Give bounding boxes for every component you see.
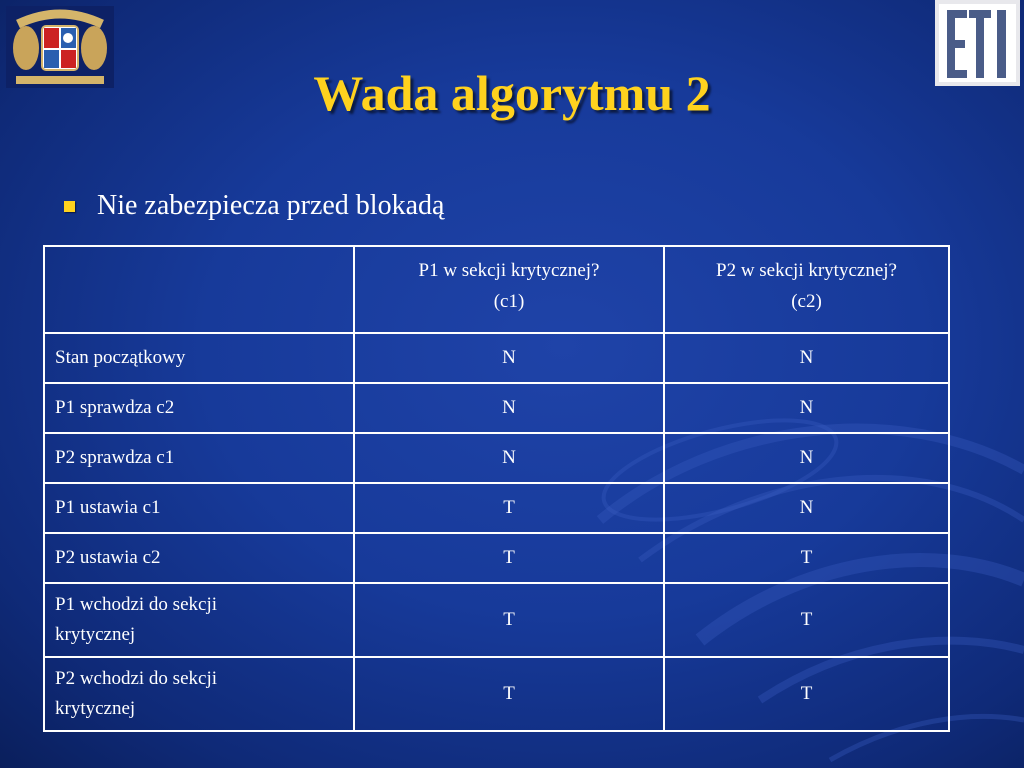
row-label (44, 583, 354, 657)
row-c2-value: T (664, 583, 949, 657)
bullet-item (64, 190, 444, 222)
row-c1-value: T (354, 483, 664, 533)
row-c1-value: T (354, 533, 664, 583)
header-empty-cell (44, 246, 354, 333)
row-c2-value: N (664, 433, 949, 483)
square-bullet-icon (64, 201, 75, 212)
bullet-text: Nie zabezpiecza przed blokadą (97, 190, 445, 221)
row-c2-value: T (664, 533, 949, 583)
header-c2-question: P2 w sekcji krytycznej? (716, 260, 897, 281)
header-c2-var: (c2) (791, 291, 822, 312)
state-table (43, 245, 950, 732)
row-label-line2: krytycznej (55, 624, 136, 645)
row-c2-value: N (664, 483, 949, 533)
row-label: P2 sprawdza c1 (44, 433, 354, 483)
row-label (44, 657, 354, 731)
table-row (44, 483, 949, 533)
row-label: P1 ustawia c1 (44, 483, 354, 533)
table-row (44, 657, 949, 731)
table-row (44, 583, 949, 657)
header-c1 (354, 246, 664, 333)
row-label: P1 sprawdza c2 (44, 383, 354, 433)
row-label: P2 ustawia c2 (44, 533, 354, 583)
slide-title: Wada algorytmu 2 (313, 65, 711, 121)
row-c1-value: T (354, 583, 664, 657)
table-row (44, 533, 949, 583)
table-row (44, 383, 949, 433)
row-c1-value: N (354, 383, 664, 433)
row-label: Stan początkowy (44, 333, 354, 383)
header-c2 (664, 246, 949, 333)
row-label-line1: P2 wchodzi do sekcji (55, 668, 218, 689)
header-c1-var: (c1) (493, 291, 525, 312)
row-c1-value: N (354, 433, 664, 483)
row-c2-value: T (664, 657, 949, 731)
row-label-line1: P1 wchodzi do sekcji (55, 594, 218, 615)
header-c1-question: P1 w sekcji krytycznej? (418, 260, 600, 281)
row-c2-value: N (664, 383, 949, 433)
table-row (44, 333, 949, 383)
row-label-line2: krytycznej (55, 698, 136, 719)
row-c1-value: N (354, 333, 664, 383)
table-row (44, 433, 949, 483)
row-c1-value: T (354, 657, 664, 731)
table-header-row (44, 246, 949, 333)
row-c2-value: N (664, 333, 949, 383)
